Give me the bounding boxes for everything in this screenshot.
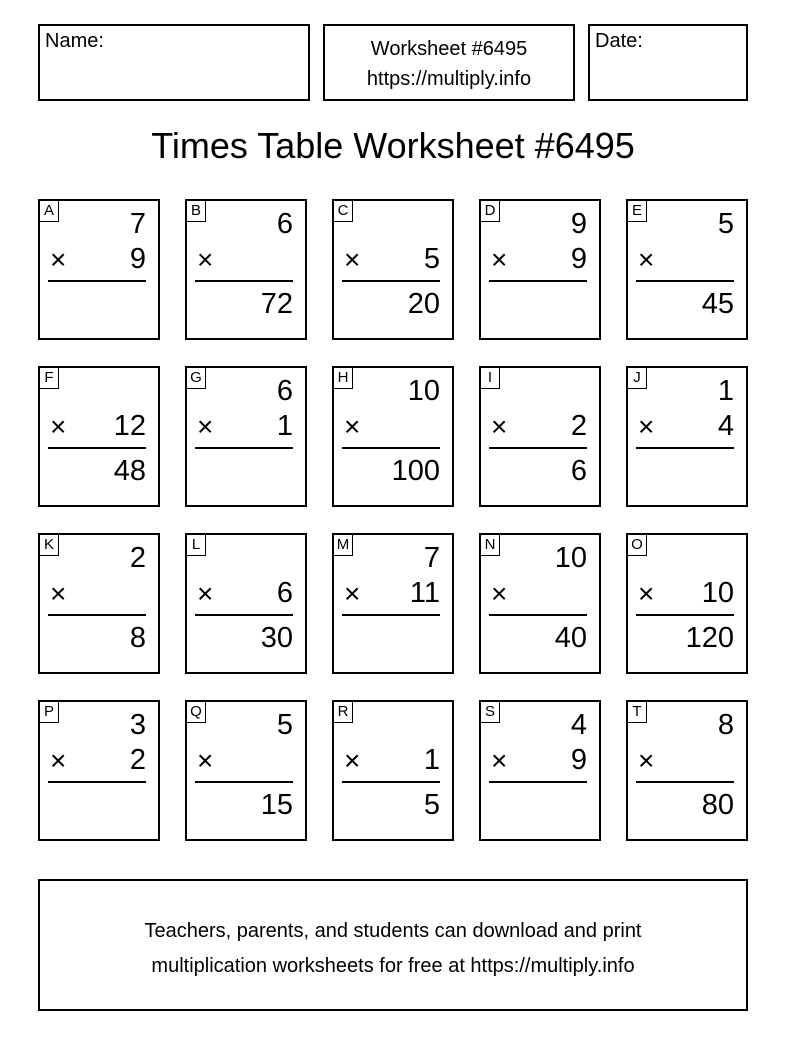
name-field-box <box>38 24 310 101</box>
first-factor: 1 <box>717 375 734 407</box>
answer-line <box>48 447 146 449</box>
date-field-box <box>588 24 748 101</box>
problem-letter: M <box>334 535 353 556</box>
problem-letter: P <box>40 702 59 723</box>
first-factor: 5 <box>276 709 293 741</box>
problem-card-k <box>38 533 160 674</box>
problem-card-o <box>626 533 748 674</box>
problem-letter: D <box>481 201 500 222</box>
answer-line <box>48 781 146 783</box>
problem-card-j <box>626 366 748 507</box>
problem-letter: L <box>187 535 206 556</box>
times-sign: × <box>491 411 508 442</box>
product: 48 <box>113 455 146 487</box>
problem-letter: H <box>334 368 353 389</box>
page-title: Times Table Worksheet #6495 <box>151 125 635 166</box>
footer-line-1: Teachers, parents, and students can download and print <box>144 920 642 942</box>
product: 8 <box>129 622 146 654</box>
problem-letter: I <box>481 368 500 389</box>
times-sign: × <box>491 244 508 275</box>
product: 45 <box>701 288 734 320</box>
product: 30 <box>260 622 293 654</box>
date-label: Date: <box>595 30 643 52</box>
problem-card-d <box>479 199 601 340</box>
problem-card-m <box>332 533 454 674</box>
first-factor: 6 <box>276 375 293 407</box>
first-factor: 7 <box>423 542 440 574</box>
product: 80 <box>701 789 734 821</box>
worksheet-id-box <box>323 24 575 101</box>
problem-card-i <box>479 366 601 507</box>
second-factor: 5 <box>423 243 440 275</box>
times-sign: × <box>197 244 214 275</box>
times-sign: × <box>50 745 67 776</box>
times-sign: × <box>491 745 508 776</box>
second-factor: 9 <box>570 744 587 776</box>
problem-card-q <box>185 700 307 841</box>
first-factor: 5 <box>717 208 734 240</box>
answer-line <box>342 781 440 783</box>
problem-letter: Q <box>187 702 206 723</box>
times-sign: × <box>638 578 655 609</box>
times-sign: × <box>638 745 655 776</box>
answer-line <box>48 280 146 282</box>
problem-card-t <box>626 700 748 841</box>
answer-line <box>489 614 587 616</box>
footer-box <box>38 879 748 1011</box>
first-factor: 7 <box>129 208 146 240</box>
problem-card-f <box>38 366 160 507</box>
product: 20 <box>407 288 440 320</box>
answer-line <box>489 781 587 783</box>
product: 5 <box>423 789 440 821</box>
first-factor: 8 <box>717 709 734 741</box>
times-sign: × <box>344 411 361 442</box>
second-factor: 1 <box>423 744 440 776</box>
first-factor: 10 <box>554 542 587 574</box>
first-factor: 10 <box>407 375 440 407</box>
answer-line <box>342 614 440 616</box>
answer-line <box>489 280 587 282</box>
footer-line-2: multiplication worksheets for free at https://multiply.info <box>151 955 635 977</box>
problem-card-r <box>332 700 454 841</box>
answer-line <box>636 614 734 616</box>
answer-line <box>636 280 734 282</box>
second-factor: 6 <box>276 577 293 609</box>
problem-letter: J <box>628 368 647 389</box>
product: 40 <box>554 622 587 654</box>
problem-letter: N <box>481 535 500 556</box>
times-sign: × <box>344 244 361 275</box>
second-factor: 9 <box>570 243 587 275</box>
problem-letter: E <box>628 201 647 222</box>
times-sign: × <box>491 578 508 609</box>
times-sign: × <box>50 578 67 609</box>
problem-letter: S <box>481 702 500 723</box>
first-factor: 2 <box>129 542 146 574</box>
second-factor: 10 <box>701 577 734 609</box>
name-label: Name: <box>45 30 104 52</box>
times-sign: × <box>197 578 214 609</box>
problem-letter: F <box>40 368 59 389</box>
problem-card-n <box>479 533 601 674</box>
product: 15 <box>260 789 293 821</box>
times-sign: × <box>638 244 655 275</box>
first-factor: 3 <box>129 709 146 741</box>
second-factor: 11 <box>409 577 440 609</box>
answer-line <box>195 447 293 449</box>
answer-line <box>195 614 293 616</box>
problem-card-g <box>185 366 307 507</box>
problem-card-a <box>38 199 160 340</box>
first-factor: 6 <box>276 208 293 240</box>
times-sign: × <box>197 411 214 442</box>
first-factor: 4 <box>570 709 587 741</box>
times-sign: × <box>197 745 214 776</box>
times-sign: × <box>344 745 361 776</box>
problem-letter: B <box>187 201 206 222</box>
problem-letter: O <box>628 535 647 556</box>
second-factor: 4 <box>717 410 734 442</box>
second-factor: 12 <box>113 410 146 442</box>
answer-line <box>48 614 146 616</box>
times-sign: × <box>50 411 67 442</box>
problem-letter: C <box>334 201 353 222</box>
times-sign: × <box>638 411 655 442</box>
product: 6 <box>570 455 587 487</box>
product: 72 <box>260 288 293 320</box>
answer-line <box>489 447 587 449</box>
problem-letter: R <box>334 702 353 723</box>
problem-card-l <box>185 533 307 674</box>
answer-line <box>195 280 293 282</box>
answer-line <box>342 280 440 282</box>
problem-card-b <box>185 199 307 340</box>
answer-line <box>195 781 293 783</box>
problem-card-p <box>38 700 160 841</box>
problem-card-s <box>479 700 601 841</box>
answer-line <box>636 781 734 783</box>
second-factor: 2 <box>129 744 146 776</box>
answer-line <box>636 447 734 449</box>
product: 100 <box>391 455 440 487</box>
answer-line <box>342 447 440 449</box>
problem-letter: K <box>40 535 59 556</box>
problem-card-e <box>626 199 748 340</box>
problem-card-c <box>332 199 454 340</box>
second-factor: 2 <box>570 410 587 442</box>
second-factor: 9 <box>129 243 146 275</box>
worksheet-id: Worksheet #6495 <box>370 38 528 60</box>
problem-card-h <box>332 366 454 507</box>
times-sign: × <box>50 244 67 275</box>
problem-letter: T <box>628 702 647 723</box>
problem-letter: A <box>40 201 59 222</box>
site-url: https://multiply.info <box>366 68 532 90</box>
times-sign: × <box>344 578 361 609</box>
problem-letter: G <box>187 368 206 389</box>
second-factor: 1 <box>276 410 293 442</box>
first-factor: 9 <box>570 208 587 240</box>
product: 120 <box>685 622 734 654</box>
